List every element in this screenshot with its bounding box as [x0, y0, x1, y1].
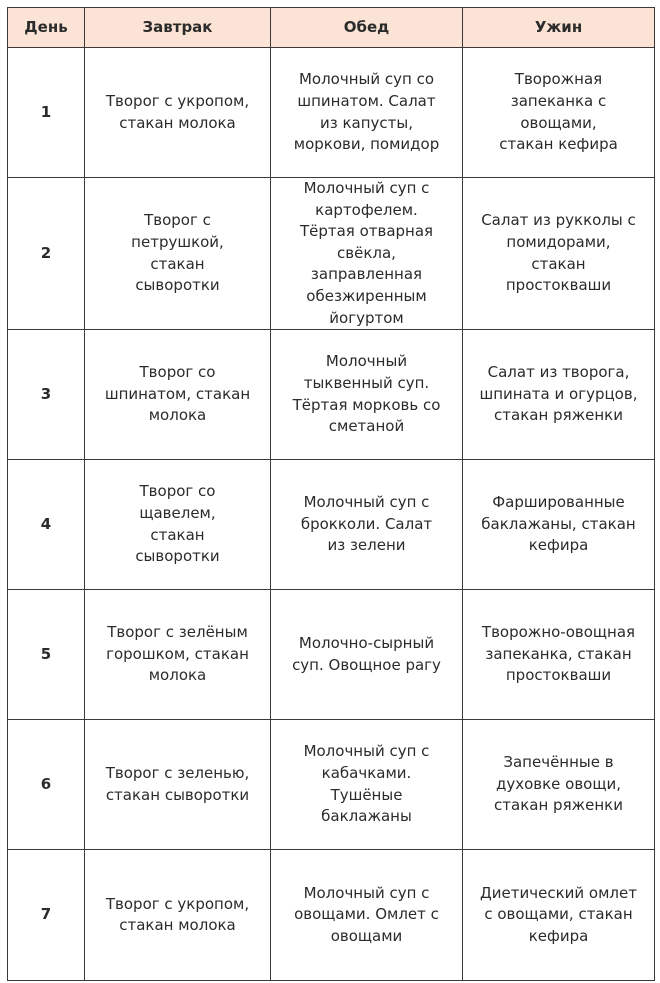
dinner-text: Диетический омлет с овощами, стакан кефира: [480, 883, 637, 945]
dinner-text: Творожно-овощная запеканка, стакан простокваши: [481, 623, 636, 685]
lunch-text: Молочный тыквенный суп. Тёртая морковь со сметаной: [292, 352, 441, 436]
lunch-cell: [271, 590, 463, 720]
dinner-cell: [463, 850, 655, 981]
header-dinner: Ужин: [463, 8, 655, 48]
breakfast-cell: [85, 850, 271, 981]
breakfast-cell: [85, 720, 271, 850]
breakfast-text: Творог с укропом, стакан молока: [105, 894, 250, 935]
table-row: [8, 720, 655, 850]
table-row: [8, 850, 655, 981]
lunch-cell: [271, 330, 463, 460]
dinner-cell: [463, 48, 655, 178]
table-body: [8, 48, 655, 981]
breakfast-text: Творог со шпинатом, стакан молока: [104, 363, 251, 425]
breakfast-cell: [85, 178, 271, 330]
dinner-text: Фаршированные баклажаны, стакан кефира: [481, 493, 636, 555]
day-number: 1: [8, 48, 85, 178]
dinner-cell: [463, 460, 655, 590]
breakfast-text: Творог с петрушкой, стакан сыворотки: [131, 211, 224, 295]
day-number: 3: [8, 330, 85, 460]
breakfast-text: Творог со щавелем, стакан сыворотки: [135, 482, 220, 566]
day-number: 4: [8, 460, 85, 590]
header-row: [8, 8, 655, 48]
table-row: [8, 48, 655, 178]
lunch-cell: [271, 178, 463, 330]
table-header: [8, 8, 655, 48]
table-row: [8, 460, 655, 590]
dinner-cell: [463, 178, 655, 330]
lunch-cell: [271, 720, 463, 850]
dinner-cell: [463, 590, 655, 720]
day-number: 6: [8, 720, 85, 850]
breakfast-text: Творог с укропом, стакан молока: [105, 91, 250, 132]
meal-plan-table: [7, 7, 655, 981]
lunch-text: Молочный суп с овощами. Омлет с овощами: [294, 883, 439, 945]
lunch-text: Молочно-сырный суп. Овощное рагу: [292, 634, 441, 674]
lunch-text: Молочный суп с кабачками. Тушёные баклажаны: [303, 742, 430, 826]
table-row: [8, 330, 655, 460]
breakfast-cell: [85, 460, 271, 590]
table-row: [8, 178, 655, 330]
header-breakfast: Завтрак: [85, 8, 271, 48]
dinner-cell: [463, 330, 655, 460]
breakfast-text: Творог с зеленью, стакан сыворотки: [105, 764, 250, 804]
header-day: День: [8, 8, 85, 48]
dinner-text: Творожная запеканка с овощами, стакан кефира: [499, 70, 618, 154]
dinner-text: Запечённые в духовке овощи, стакан ряженки: [494, 753, 623, 815]
dinner-text: Салат из рукколы с помидорами, стакан простокваши: [481, 211, 636, 295]
dinner-text: Салат из творога, шпината и огурцов, стакан ряженки: [479, 363, 638, 425]
day-number: 7: [8, 850, 85, 981]
lunch-cell: [271, 460, 463, 590]
lunch-text: Молочный суп с брокколи. Салат из зелени: [300, 493, 433, 555]
lunch-text: Молочный суп со шпинатом. Салат из капусты, моркови, помидор: [293, 70, 440, 154]
breakfast-text: Творог с зелёным горошком, стакан молока: [106, 623, 249, 685]
breakfast-cell: [85, 48, 271, 178]
lunch-cell: [271, 850, 463, 981]
day-number: 5: [8, 590, 85, 720]
breakfast-cell: [85, 330, 271, 460]
day-number: 2: [8, 178, 85, 330]
lunch-cell: [271, 48, 463, 178]
breakfast-cell: [85, 590, 271, 720]
dinner-cell: [463, 720, 655, 850]
table-row: [8, 590, 655, 720]
lunch-text: Молочный суп с картофелем. Тёртая отварная свёкла, заправленная обезжиренным йогуртом: [299, 179, 434, 327]
header-lunch: Обед: [271, 8, 463, 48]
